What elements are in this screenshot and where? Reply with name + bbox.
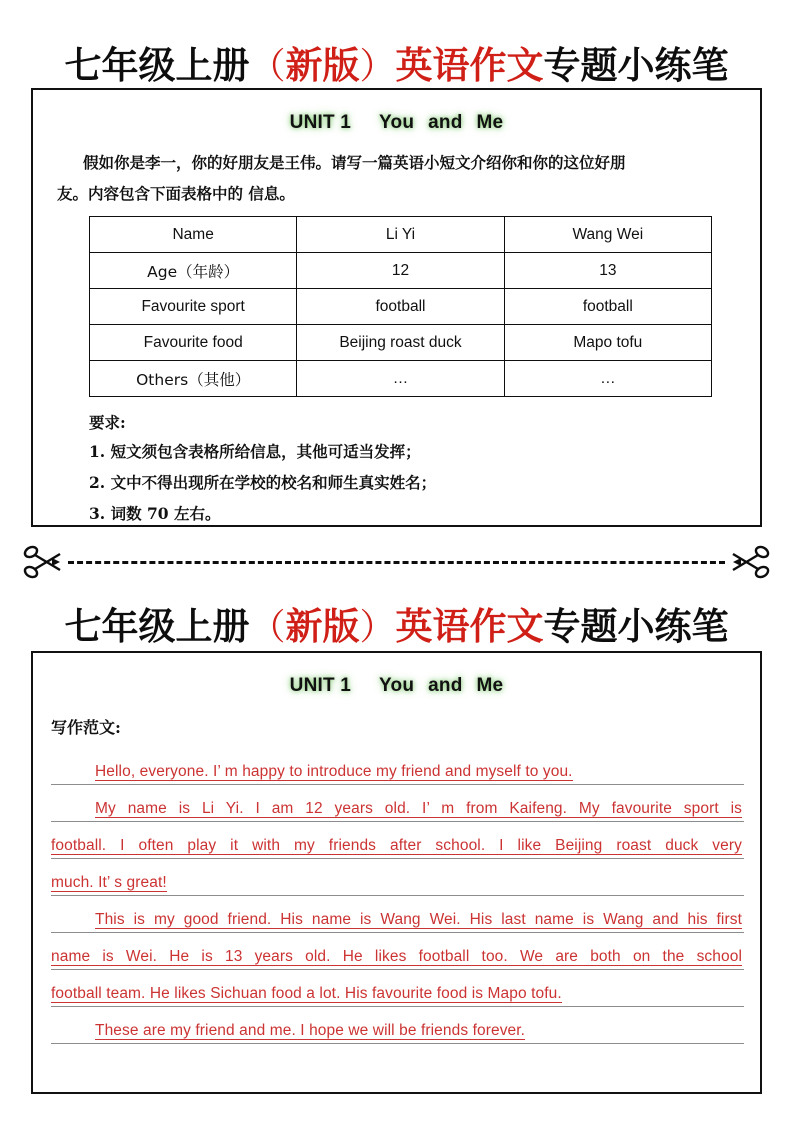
title-segment-plain-2: 专题小练笔 <box>543 43 729 87</box>
title-segment-red-2: 英语作文 <box>395 604 544 648</box>
table-cell-label: Age（年龄） <box>90 253 297 289</box>
essay-line <box>51 933 744 970</box>
table-cell-liyi: Li Yi <box>297 217 504 253</box>
title-segment-red-1: 新版 <box>285 43 360 87</box>
info-table <box>89 216 712 397</box>
exercise-box <box>31 88 762 527</box>
prompt-line-1 <box>57 147 736 178</box>
requirements-heading: 要求: <box>89 413 126 432</box>
essay-line-text: name is Wei. He is 13 years old. He likes football too. We are both on the school <box>51 948 742 965</box>
table-cell-liyi: 12 <box>297 253 504 289</box>
unit-word-me-bottom: Me <box>476 675 504 696</box>
essay-line <box>51 1007 744 1044</box>
title-segment-plain-1: 七年级上册 <box>64 43 250 87</box>
title-paren-open-1: （ <box>249 46 286 86</box>
essay-line <box>51 859 744 896</box>
cut-divider <box>22 542 771 582</box>
table-row <box>90 253 712 289</box>
table-cell-liyi: Beijing roast duck <box>297 325 504 361</box>
title-segment-plain-1: 七年级上册 <box>64 604 250 648</box>
prompt-line-1-text: 假如你是李一，你的好朋友是王伟。请写一篇英语小短文介绍你和你的这位好朋 <box>83 153 626 172</box>
table-cell-label: Others（其他） <box>90 361 297 397</box>
essay-body <box>51 748 744 1044</box>
unit-heading-bottom <box>33 675 760 697</box>
unit-label-top: UNIT 1 <box>289 112 352 133</box>
unit-word-me-top: Me <box>476 112 504 133</box>
table-row <box>90 325 712 361</box>
table-cell-liyi: … <box>297 361 504 397</box>
essay-line-text: My name is Li Yi. I am 12 years old. I’ m from Kaifeng. My favourite sport is <box>95 800 742 817</box>
essay-line-text: football team. He likes Sichuan food a lot. His favourite food is Mapo tofu. <box>51 985 562 1002</box>
info-table-body <box>90 217 712 397</box>
table-cell-label: Favourite food <box>90 325 297 361</box>
essay-line <box>51 896 744 933</box>
title-segment-red-1: 新版 <box>285 604 360 648</box>
title-segment-plain-2: 专题小练笔 <box>543 604 729 648</box>
table-cell-wangwei: 13 <box>504 253 711 289</box>
title-paren-close-1: ） <box>359 46 396 86</box>
scissors-icon <box>22 542 64 582</box>
prompt-line-2: 友。内容包含下面表格中的 信息。 <box>57 184 295 203</box>
table-row <box>90 217 712 253</box>
unit-heading-top <box>33 112 760 134</box>
unit-label-bottom: UNIT 1 <box>289 675 352 696</box>
table-cell-wangwei: football <box>504 289 711 325</box>
essay-line <box>51 785 744 822</box>
unit-word-you-bottom: You <box>379 675 415 696</box>
title-segment-red-2: 英语作文 <box>395 43 544 87</box>
table-cell-wangwei: Mapo tofu <box>504 325 711 361</box>
essay-line-text: much. It’ s great! <box>51 874 167 891</box>
requirement-item-2: 2. 文中不得出现所在学校的校名和师生真实姓名； <box>89 473 437 492</box>
table-cell-wangwei: Wang Wei <box>504 217 711 253</box>
requirement-item-1: 1. 短文须包含表格所给信息，其他可适当发挥； <box>89 442 421 461</box>
unit-word-and-bottom: and <box>428 675 463 696</box>
scissors-icon <box>729 542 771 582</box>
table-cell-liyi: football <box>297 289 504 325</box>
title-paren-open-2: （ <box>249 607 286 647</box>
requirement-item-3: 3. 词数 70 左右。 <box>89 504 221 523</box>
essay-label: 写作范文: <box>51 718 121 737</box>
table-cell-label: Favourite sport <box>90 289 297 325</box>
essay-line-text: football. I often play it with my friends after school. I like Beijing roast duck very <box>51 837 742 854</box>
essay-line-text: Hello, everyone. I’ m happy to introduce my friend and myself to you. <box>95 763 573 780</box>
model-essay-box <box>31 651 762 1094</box>
title-paren-close-2: ） <box>359 607 396 647</box>
unit-word-and-top: and <box>428 112 463 133</box>
page-title-top <box>0 43 793 87</box>
essay-line <box>51 970 744 1007</box>
essay-line-text: This is my good friend. His name is Wang Wei. His last name is Wang and his first <box>95 911 742 928</box>
table-cell-label: Name <box>90 217 297 253</box>
page-title-bottom <box>0 604 793 648</box>
unit-word-you-top: You <box>379 112 415 133</box>
essay-line <box>51 822 744 859</box>
info-table-wrapper <box>89 216 712 397</box>
requirements-block <box>89 411 736 524</box>
table-row <box>90 361 712 397</box>
essay-line <box>51 748 744 785</box>
table-row <box>90 289 712 325</box>
table-cell-wangwei: … <box>504 361 711 397</box>
prompt-paragraph <box>57 147 736 209</box>
essay-line-text: These are my friend and me. I hope we will be friends forever. <box>95 1022 526 1039</box>
cut-divider-dashes <box>68 561 725 564</box>
